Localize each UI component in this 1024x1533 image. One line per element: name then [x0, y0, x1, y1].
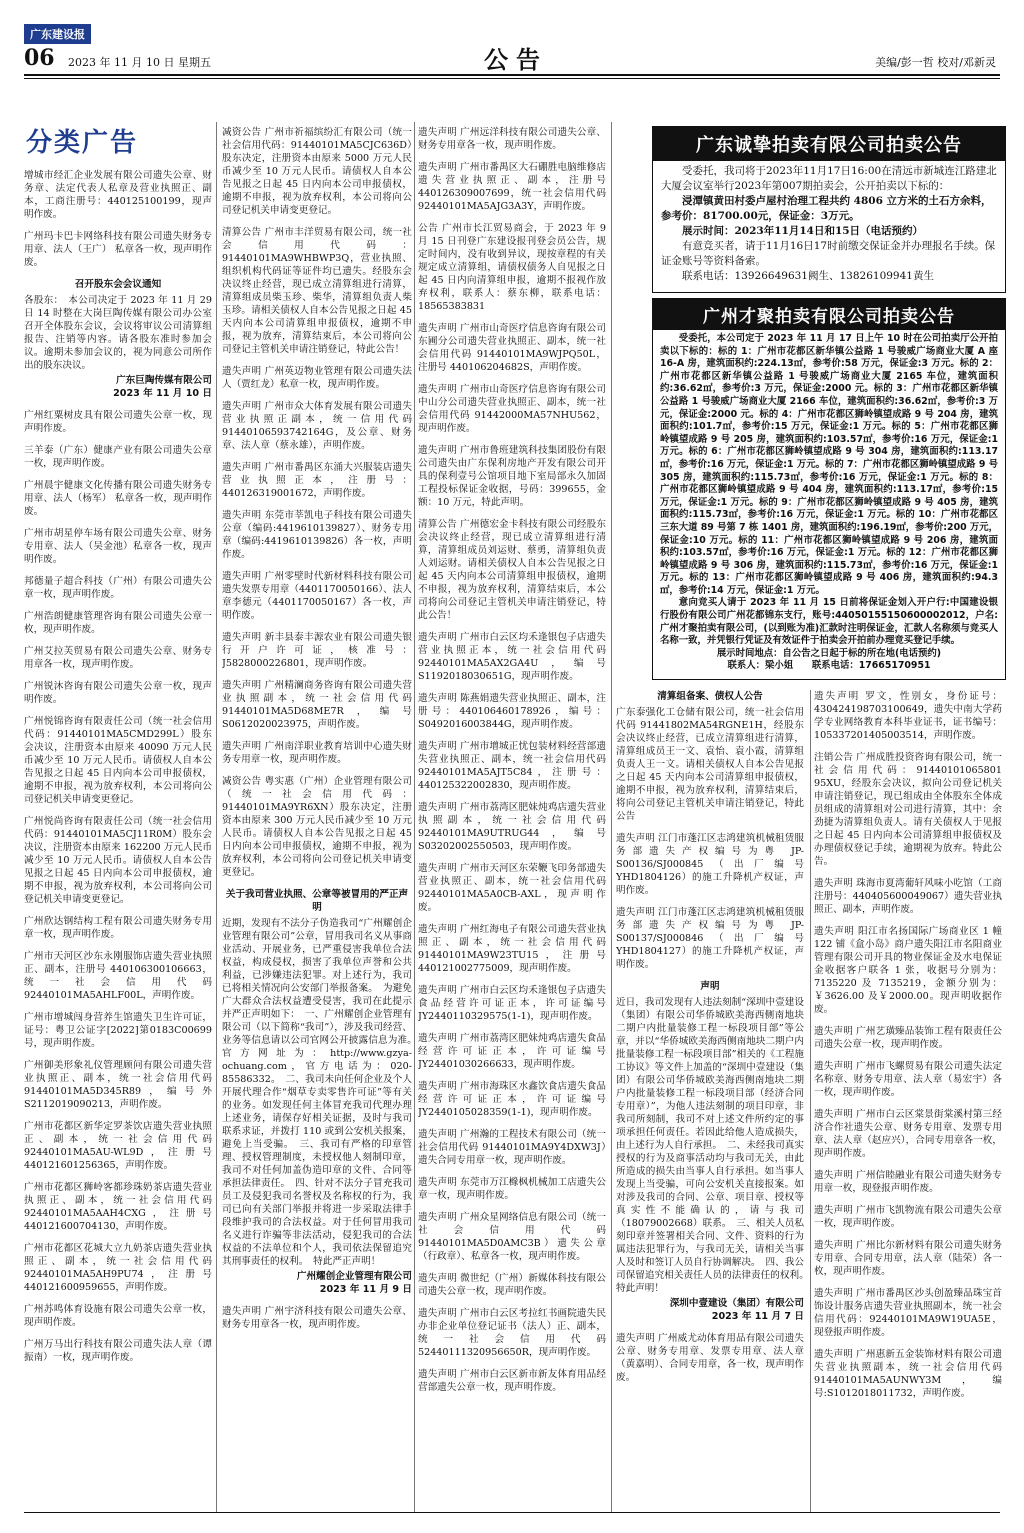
ad-item: 遗失声明 广州市番禺区东涌大兴服装店遗失营业执照正本，注册号：440126319001672，声明作废。 — [222, 462, 412, 499]
declaration-signature: 广州耀创企业管理有限公司 — [296, 1271, 412, 1282]
page-number: 06 — [24, 45, 55, 71]
section-title: 公告 — [484, 46, 548, 74]
classified-ads-heading: 分类广告 — [26, 128, 139, 158]
ad-item: 遗失声明 广州瀚的工程技术有限公司（统一社会信用代码 91440101MA9Y4DXW3J）遗失合同专用章一枚，现声明作废。 — [418, 1129, 606, 1166]
ad-item: 遗失声明 新丰县泰丰源农业有限公司遗失银行开户许可证，核准号：J5828000226801，现声明作废。 — [222, 632, 412, 669]
statement-title: 声明 — [700, 981, 720, 992]
ad-item: 广州市花都区狮岭客都珍珠奶茶店遗失营业执照正、副本，统一社会信用代码 92440101MA5AAH4CXG，注册号 440121600704130，声明作废。 — [24, 1182, 212, 1232]
ad-item: 三羊泰（广东）健康产业有限公司遗失公章一枚，现声明作废。 — [24, 445, 212, 469]
ad-item: 广州晨宇健康文化传播有限公司遗失财务专用章、法人（杨军） 私章各一枚，现声明作废。 — [24, 480, 212, 517]
ad-item: 清算公告 广州德宏金卡科技有限公司经股东会决议终止经营，现已成立清算组进行清算，清算组成员刘运财、蔡勇，清算组负责人刘运财。请相关债权人自本公告见报之日起 45 天内向本公司清算组申报债权，逾期不申报，视为放弃权利，清算结束后，本公司将向公司登记主管机关申请注销登记，特此公告！ — [418, 519, 606, 621]
column-divider — [611, 122, 612, 1512]
auction-notice-title: 广州才聚拍卖有限公司拍卖公告 — [653, 299, 1005, 330]
auction-notice-deposit: 意向竞买人请于 2023 年 11 月 15 日前将保证金划入开户行:中国建设银行股份有限公司广州花都锦东支行，账号:44050155150600002012，户名:广州才聚拍卖有限公司，(以到账为准)汇款时注明保证金，汇款人名称须与竞买人名称一致，并凭银行凭证及有效证件于拍卖会开拍前办理竞买登记手续。 — [660, 597, 998, 647]
liquidation-notice-body: 广东泰强化工仓储有限公司，统一社会信用代码 91441802MA54RGNE1H，经股东会决议终止经营，已成立清算组进行清算，清算组成员王一文、袁怡、袁小霞，清算组负责人王一文。请相关债权人自本公告见报之日起 45 天内向本公司清算组申报债权，逾期不申报，视为放弃权利，清算结束后，将向公司登记主管机关申请注销登记，特此公告 — [616, 707, 804, 822]
ad-item: 减资公告 粤实惠（广州）企业管理有限公司（统一社会信用代码：91440101MA9YR6XN）股东决定，注册资本由原来 300 万元人民币减少至 10 万元人民币。请债权人自本公告见报之日起 45 日内向本公司申报债权，逾期不申报，视为放弃权利，本公司将向公司登记机关申请变更登记。 — [222, 776, 412, 878]
ad-item: 遗失声明 广州市白云区均禾逢银包子店遗失营业执照正本，统一社会信用代码 92440101MA5AX2GA4U，编号 S1192018030651G，现声明作废。 — [418, 632, 606, 682]
ad-item: 遗失声明 广州市山奇医疗信息咨询有限公司东圃分公司遗失营业执照正、副本，统一社会信用代码 91440101MA9WJPQ50L，注册号 440106204682S，声明作废。 — [418, 323, 606, 373]
ad-item: 遗失声明 广州市白云区新市新友体育用品经营部遗失公章一枚，现声明作废。 — [418, 1369, 606, 1393]
ad-item: 遗失声明 广州零壁时代新材料科技有限公司遗失发票专用章（4401170050166）、法人章李德元（4401170050167）各一枚，声明作废。 — [222, 571, 412, 621]
auction-notice-viewing: 展示时间：2023年11月14日和15日（电话预约） — [682, 225, 924, 237]
ad-item: 广州艾拉芙贸易有限公司遗失公章、财务专用章各一枚，现声明作废。 — [24, 646, 212, 670]
ad-item: 增城市经汇企业发展有限公司遗失公章、财务章、法定代表人私章及营业执照正、副本，工商注册号：440125100199，现声明作废。 — [24, 170, 212, 220]
shareholder-notice-title: 召开股东会会议通知 — [74, 279, 162, 290]
ad-item: 遗失声明 陈燕娟遗失营业执照正、副本，注册号：440106460178926，编号：S0492016003844G，现声明作废。 — [418, 693, 606, 730]
declaration-title: 关于我司营业执照、公章等被冒用的严正声明 — [225, 889, 409, 913]
column-divider — [414, 122, 415, 1512]
ad-item: 广州悦锦咨询有限责任公司（统一社会信用代码：91440101MA5CMD299L）股东会决议，注册资本由原来 40090 万元人民币减少至 10 万元人民币。请债权人自本公告见报之日起 45 日内向本公司申报债权，逾期不申报，视为放弃权利，本公司将向公司登记机关申请变更登记。 — [24, 716, 212, 805]
ad-item: 遗失声明 广州市白云区棠景街棠溪村第三经济合作社遗失公章、财务专用章、发票专用章、法人章（赵应兴），合同专用章各一枚，现声明作废。 — [814, 1109, 1002, 1159]
auction-notice-text: 有意竞买者，请于11月16日17时前缴交保证金并办理报名手续。保证金账号等资料备索。 — [661, 240, 996, 267]
column-4 — [616, 690, 804, 1500]
ad-item: 注销公告 广州成胜投资咨询有限公司，统一社会信用代码：91440101065801 95XU，经股东会决议，拟向公司登记机关申请注销登记，现已组成由全体股东全体成员组成的清算组对公司进行清算，其中：余劲捷为清算组负责人。请有关债权人于见报之日起 45 日内向本公司清算组申报债权及办理债权登记手续，逾期视为放弃。特此公告。 — [814, 752, 1002, 867]
auction-notice-contact: 联系电话：13926649631阙生、13826109941黄生 — [682, 270, 934, 282]
shareholder-notice-date: 2023 年 11 月 10 日 — [113, 388, 212, 399]
auction-notice-chengzhi — [652, 126, 1006, 293]
auction-notice-title: 广东诚挚拍卖有限公司拍卖公告 — [653, 127, 1005, 161]
ad-item: 广州万马出行科技有限公司遗失法人章（谭振南）一枚，现声明作废。 — [24, 1339, 212, 1363]
ad-item: 广州悦尚咨询有限责任公司（统一社会信用代码：91440101MA5CJ11R0M）股东会决议，注册资本由原来 162200 万元人民币减少至 10 万元人民币。请债权人自本公告见报之日起 45 日内向本公司申报债权，逾期不申报，视为放弃权利，本公司将向公司登记机关申请变更登记。 — [24, 816, 212, 905]
auction-notice-lots: 受委托，本公司定于 2023 年 11 月 17 日上午 10 时在公司拍卖厅公开拍卖以下标的：标的 1：广州市花都区新华镇公益路 1 号骏威广场商业大厦 A 座 16-A 房，建筑面积约:224.13㎡，参考价:58 万元，保证金:3 万元。标的 2：广州市花都区新华镇公益路 1 号骏威广场商业大厦 2165 车位，建筑面积约:36.62㎡，参考价:3 万元，保证金:2000 元。标的 3：广州市花都区新华镇公益路 1 号骏威广场商业大厦 2166 车位，建筑面积约:36.62㎡，参考价:3 万元，保证金:2000 元。标的 4：广州市花都区狮岭镇望成路 9 号 204 房，建筑面积约:101.7㎡，参考价:15 万元，保证金:1 万元。标的 5：广州市花都区狮岭镇望成路 9 号 205 房，建筑面积约:103.57㎡，参考价:16 万元，保证金:1 万元。标的 6：广州市花都区狮岭镇望成路 9 号 304 房，建筑面积约:113.17㎡，参考价:16 万元，保证金:1 万元。标的 7：广州市花都区狮岭镇望成路 9 号 305 房，建筑面积约:115.73㎡，参考价:16 万元，保证金:1 万元。标的 8：广州市花都区狮岭镇望成路 9 号 404 房，建筑面积约:113.17㎡，参考价:15 万元，保证金:1 万元。标的 9：广州市花都区狮岭镇望成路 9 号 405 房，建筑面积约:115.73㎡，参考价:16 万元，保证金:1 万元。标的 10：广州市花都区三东大道 89 号第 7 栋 1401 房，建筑面积约:196.19㎡，参考价:200 万元，保证金:10 万元。标的 11：广州市花都区狮岭镇望成路 9 号 206 房，建筑面积约:103.57㎡，参考价:16 万元，保证金:1 万元。标的 12：广州市花都区狮岭镇望成路 9 号 306 房，建筑面积约:115.73㎡，参考价:16 万元，保证金:1 万元。标的 13：广州市花都区狮岭镇望成路 9 号 406 房，建筑面积约:94.3㎡，参考价:14 万元，保证金:1 万元。 — [660, 333, 999, 596]
shareholder-notice-body: 各股东： 本公司决定于 2023 年 11 月 29 日 14 时整在大岗巨陶传媒有限公司办公室召开全体股东会议，会议将审议公司清算组报告、注销等内容。请各股东准时参加会议。逾期未参加会议的，视为同意公司所作出的股东决议。 — [24, 295, 212, 371]
ad-item: 公告 广州市长江贸易商会，于 2023 年 9 月 15 日刊登广东建设报刊登会员公告，规定时间内，没有收到异议，现按章程的有关规定成立清算组，请债权债务人自见报之日起 45 日内向清算组申报，逾期不报视作放弃权利，联系人：蔡东柳，联系电话：18565383831 — [418, 223, 606, 312]
ad-item: 邦德量子超合科技（广州）有限公司遗失公章一枚，现声明作废。 — [24, 576, 212, 600]
ad-item: 遗失声明 广州远洋科技有限公司遗失公章、财务专用章各一枚，现声明作废。 — [418, 127, 606, 151]
ad-item: 遗失声明 江门市蓬江区志鸿建筑机械租赁服务部遗失产权编号为粤 JP-S00137/SJ000846（出厂编号 YHD1804127）的施工升降机产权证，声明作废。 — [616, 907, 804, 970]
ad-item: 广州玛卡巴卡网络科技有限公司遗失财务专用章、法人（王广） 私章各一枚，现声明作废。 — [24, 231, 212, 268]
ad-item: 遗失声明 微世纪（广州）新媒体科技有限公司遗失公章一枚，现声明作废。 — [418, 1273, 606, 1297]
footer-rule — [24, 1512, 1000, 1513]
shareholder-notice-signature: 广东巨陶传媒有限公司 — [116, 375, 212, 386]
ad-item: 广州锐沐咨询有限公司遗失公章一枚，现声明作废。 — [24, 681, 212, 705]
ad-item: 遗失声明 广州惠新五金装饰材料有限公司遗失营业执照副本，统一社会信用代码 91440101MA5AUNWY3M，编号:S1012018011732，声明作废。 — [814, 1349, 1002, 1399]
ad-item: 遗失声明 广州市白云区考拉红书画院遗失民办非企业单位登记证书（法人）正、副本，统一社会信用代码 52440111320956650R，现声明作废。 — [418, 1308, 606, 1358]
ad-item: 遗失声明 广州市飞螺贸易有限公司遗失法定名称章、财务专用章、法人章（易宏宇）各一枚，现声明作废。 — [814, 1061, 1002, 1098]
ad-item: 遗失声明 广州市天河区东荣鞭飞印务部遗失营业执照正、副本，统一社会信用代码 92440101MA5A0CB-AXL，现声明作废。 — [418, 863, 606, 913]
statement-body: 近日，我司发现有人违法刻制“深圳中壹建设（集团）有限公司华侨城欧美海西侧南地块二期户内批量装修工程一标段项目部”等公章，并以“华侨城欧美海西侧南地块二期户内批量装修工程一标段项目部”相关的《工程施工协议》等文件上加盖的“深圳中壹建设（集团）有限公司华侨城欧美海西侧南地块二期户内批量装修工程一标段项目部（经济合同专用章）”，为他人违法刻制的项目印章，非我司所刻制，我司不对上述文件所约定的事项承担任何责任。若因此给他人造成损失，由上述行为人自行承担。 二、未经我司真实授权的行为及商事活动均与我司无关，由此所造成的损失由当事人自行承担。如当事人发现上当受骗，可向公安机关直接报案。如对涉及我司的合同、公章、项目章、授权等真实性不能确认的，请与我司（18079002668）联系。 三、相关人员私刻印章并签署相关合同、文件、资料的行为属违法犯罪行为，与我司无关，请相关当事人及时和签订人员自行协调解决。 四、我公司保留追究相关责任人员的法律责任的权利。 特此声明！ — [616, 997, 804, 1294]
ad-item: 遗失声明 广州市番禺区沙头创盈臻品珠宝首饰设计服务店遗失营业执照副本，统一社会信用代码：92440101MA9W19UA5E，现登报声明作废。 — [814, 1288, 1002, 1338]
ad-item: 遗失声明 广州艺璜臻品装饰工程有限责任公司遗失公章一枚，现声明作废。 — [814, 1026, 1002, 1050]
ad-item: 遗失声明 阳江市名扬国际广场商业区 1 幢 122 铺《盒小岛》商户遗失阳江市名阳商业管理有限公司开具的物业保证金及水电保证金收据客户联各 1 张，收据号分别为：7135220 及 7135219，金额分别为：￥3626.00 及￥2000.00。现声明收据作废。 — [814, 926, 1002, 1015]
ad-item: 广州市花都区花城大立九奶茶店遗失营业执照正、副本，统一社会信用代码 92440101MA5AH9PU74，注册号 440121600959655，声明作废。 — [24, 1243, 212, 1293]
ad-item: 广州市胡星停车场有限公司遗失公章、财务专用章、法人（吴金池）私章各一枚，现声明作废。 — [24, 528, 212, 565]
ad-item: 广州市天河区沙东永刚服饰店遗失营业执照正、副本，注册号 440106300106663，统一社会信用代码 92440101MA5AHLF00L，声明作废。 — [24, 951, 212, 1001]
liquidation-notice-title: 清算组备案、债权人公告 — [657, 691, 763, 702]
ad-item: 遗失声明 广州市山奇医疗信息咨询有限公司中山分公司遗失营业执照正、副本，统一社会信用代码 91442000MA57NHU562，现声明作废。 — [418, 384, 606, 434]
ad-item: 遗失声明 广州市飞凯物流有限公司遗失公章一枚，现声明作废。 — [814, 1205, 1002, 1229]
ad-item: 遗失声明 东莞市莘凯电子科技有限公司遗失公章（编码:4419610139827）、财务专用章（编码:4419610139826）各一枚，声明作废。 — [222, 510, 412, 560]
paper-name-tag: 广东建设报 — [24, 24, 91, 44]
ad-item: 遗失声明 广州市鲁班建筑科技集团股份有限公司遗失由广东保利房地产开发有限公司开具的保利壹号公馆项目地下室局部永久加固工程投标保证金收据，号码：399655，金额：10 万元，特此声明。 — [418, 445, 606, 508]
ad-item: 广州御美形象礼仪管理顾问有限公司遗失营业执照正、副本，统一社会信用代码 91440101MA5D345R89，编号外 S2112019090213，声明作废。 — [24, 1060, 212, 1110]
ad-item: 遗失声明 广州英迈物业管理有限公司遗失法人（贾红龙）私章一枚，现声明作废。 — [222, 366, 412, 390]
statement-signature: 深圳中壹建设（集团）有限公司 — [669, 1298, 804, 1309]
issue-date: 2023 年 11 月 10 日 星期五 — [68, 56, 211, 69]
ad-item: 广州市花都区新华定罗茶饮店遗失营业执照正、副本，统一社会信用代码 92440101MA5AU-WL9D，注册号 440121601256365，声明作废。 — [24, 1121, 212, 1171]
ad-item: 遗失声明 广州南洋职业教育培训中心遗失财务专用章一枚，现声明作废。 — [222, 741, 412, 765]
ad-item: 遗失声明 广州市众大体育发展有限公司遗失营业执照正副本，统一信用代码 91440106593742164G，及公章、财务章、法人章（蔡永雄），声明作废。 — [222, 401, 412, 451]
ad-item: 遗失声明 广州红海电子有限公司遗失营业执照正、副本，统一社会信用代码 91440101MA9W23TU15，注册号 440121002775009，现声明作废。 — [418, 924, 606, 974]
ad-item: 遗失声明 罗文，性别女，身份证号：43042419870310064​9，遗失中南大学药学专业网络教育本科毕业证书，证书编号：105337201405003514，声明作废。 — [814, 691, 1002, 741]
editor-credits: 美编/彭一哲 校对/邓新灵 — [875, 56, 996, 69]
column-divider — [216, 122, 217, 1512]
declaration-body: 近期，发现有不法分子伪造我司“广州耀创企业管理有限公司”公章，冒用我司名义从事商业活动、开展业务，已严重侵害我单位合法权益，构成侵权，损害了我单位声誉和公共利益，已涉嫌违法犯罪。对上述行为，我司已将相关情况向公安部门举报备案。 为避免广大群众合法权益遭受侵害，我司在此提示并严正声明如下： 一、广州耀创企业管理有限公司（以下简称“我司”），涉及我司经营、业务等信息请以公司官网公开披露信息为准。 官方网址为：http://www.gzya-ochuang.com，官方电话为：020-85586332。 二、我司未向任何企业及个人开展代理合作“烟草专卖零售许可证”等有关的业务。如发现任何主体冒充我司代理办理上述业务，请保存好相关证据，及时与我司联系求证，并拨打 110 或到公安机关报案，避免上当受骗。 三、我司有严格的印章管理、授权管理制度，未授权他人刻制印章，我司不对任何加盖伪造印章的文件、合同等承担法律责任。 四、针对不法分子冒充我司员工及侵犯我司名誉权及名称权的行为，我司已向有关部门举报并将进一步采取法律手段维护我司的合法权益。对于任何冒用我司名义进行诈骗等非法活动，侵犯我司的合法权益的不法单位和个人，我司依法保留追究其刑事责任的权利。 特此严正声明！ — [222, 918, 412, 1267]
declaration-date: 2023 年 11 月 9 日 — [319, 1284, 412, 1295]
statement-date: 2023 年 11 月 7 日 — [711, 1311, 804, 1322]
ad-item: 遗失声明 广州比尔新材料有限公司遗失财务专用章、合同专用章，法人章（陆荣）各一枚，现声明作废。 — [814, 1240, 1002, 1277]
ad-item: 遗失声明 广州市荔湾区肥妹炖鸡店遗失营业执照副本，统一社会信用代码 92440101MA9UTRUG44，编号 S03202002550503，现声明作废。 — [418, 802, 606, 852]
ad-item: 遗失声明 广州市荔湾区肥妹炖鸡店遗失食品经营许可证正本，许可证编号 JY24401030266633，现声明作废。 — [418, 1033, 606, 1070]
ad-item: 遗失声明 广州威尤动体育用品有限公司遗失公章、财务专用章、发票专用章、法人章（黄嘉明）、合同专用章，各一枚，现声明作废。 — [616, 1333, 804, 1383]
auction-notice-contact: 联系人：梁小姐 联系电话：17665170951 — [727, 660, 931, 672]
ad-item: 遗失声明 广州市海珠区水鑫饮食店遗失食品经营许可证正本，许可证编号 JY2440105028359(1-1)，现声明作废。 — [418, 1081, 606, 1118]
ad-item: 广州欣达钢结构工程有限公司遗失财务专用章一枚，现声明作废。 — [24, 916, 212, 940]
auction-notice-text: 受委托，我司将于2023年11月17日16:00在清远市新城连江路建北大厦会议室举行2023年第007期拍卖会，公开拍卖以下标的： — [661, 165, 997, 192]
column-5 — [814, 690, 1002, 1500]
ad-item: 广州红粟树皮具有限公司遗失公章一枚，现声明作废。 — [24, 410, 212, 434]
header-rule-thin — [24, 78, 1000, 79]
ad-item: 遗失声明 珠海市夏湾葡轩风味小吃馆（工商注册号：440405600049067）遗失营业执照正、副本，声明作废。 — [814, 878, 1002, 915]
header-rule — [24, 74, 1000, 76]
ad-item: 广州苏鸣体育设施有限公司遗失公章一枚，现声明作废。 — [24, 1304, 212, 1328]
column-1 — [24, 122, 212, 1502]
auction-notice-caiju — [652, 298, 1006, 680]
ad-item: 遗失声明 广州市番禺区大石硼胜电脑维修店遗失营业执照正、副本，注册号 440126309007699，统一社会信用代码 92440101MA5AJG3A3Y，声明作废。 — [418, 162, 606, 212]
ad-item: 遗失声明 广州市白云区均禾逢银包子店遗失食品经营许可证正本，许可证编号 JY2440110329575(1-1)，现声明作废。 — [418, 985, 606, 1022]
column-2 — [222, 126, 412, 1506]
ad-item: 遗失声明 广州信睦融业有限公司遗失财务专用章一枚，现登报声明作废。 — [814, 1170, 1002, 1194]
ad-item: 遗失声明 广州宇济科技有限公司遗失公章、财务专用章各一枚，现声明作废。 — [222, 1306, 412, 1330]
ad-item: 遗失声明 广州市增城正忧包装材料经营部遗失营业执照正、副本，统一社会信用代码 92440101MA5AJT5C84，注册号：440125322002830，现声明作废。 — [418, 741, 606, 791]
column-divider — [810, 690, 811, 1512]
auction-notice-viewing: 展示时间地点：自公告之日起于标的所在地(电话预约) — [716, 647, 942, 659]
ad-item: 清算公告 广州市丰洋贸易有限公司，统一社会信用代码：91440101MA9WHBWP3Q，营业执照、组织机构代码证等证件均已遗失。经股东会决议终止经营，现已成立清算组进行清算，清算组成员柴玉珍、柴华，清算组负责人柴玉珍。请相关债权人自本公告见报之日起 45 天内向本公司清算组申报债权，逾期不申报，视为放弃，清算结束后，本公司将向公司登记主管机关申请注销登记，特此公告！ — [222, 227, 412, 355]
column-3 — [418, 126, 606, 1506]
ad-item: 广州浩朗健康管理咨询有限公司遗失公章一枚，现声明作废。 — [24, 611, 212, 635]
ad-item: 遗失声明 广州精澜商务咨询有限公司遗失营业执照副本，统一社会信用代码 91440101MA5D68ME7R，编号 S0612020023975，声明作废。 — [222, 680, 412, 730]
auction-notice-lot: 浸潭镇黄田村委卢屋村治理工程共约 4806 立方米的土石方余料，参考价：81700.00元，保证金：3万元。 — [661, 195, 992, 222]
ad-item: 减资公告 广州市祈福缤纷汇有限公司（统一社会信用代码：91440101MA5CJC636D）股东决定，注册资本由原来 5000 万元人民币减少至 10 万元人民币。请债权人自本公告见报之日起 45 日内向本公司申报债权，逾期不申报，视为放弃权利，本公司将向公司登记机关申请变更登记。 — [222, 127, 412, 216]
ad-item: 遗失声明 广州众星网络信息有限公司（统一社会信用代码 91440101MA5D0AMC3B）遗失公章（行政章）、私章各一枚，现声明作废。 — [418, 1212, 606, 1262]
ad-item: 遗失声明 东莞市万江橼枫机械加工店遗失公章一枚，现声明作废。 — [418, 1177, 606, 1201]
ad-item: 遗失声明 江门市蓬江区志鸿建筑机械租赁服务部遗失产权编号为粤 JP-S00136/SJ000845（出厂编号 YHD1804126）的施工升降机产权证，声明作废。 — [616, 833, 804, 896]
ad-item: 广州市增城闯身营养生馆遗失卫生许可证，证号：粤卫公证字[2022]第0183C00699号，现声明作废。 — [24, 1012, 212, 1049]
